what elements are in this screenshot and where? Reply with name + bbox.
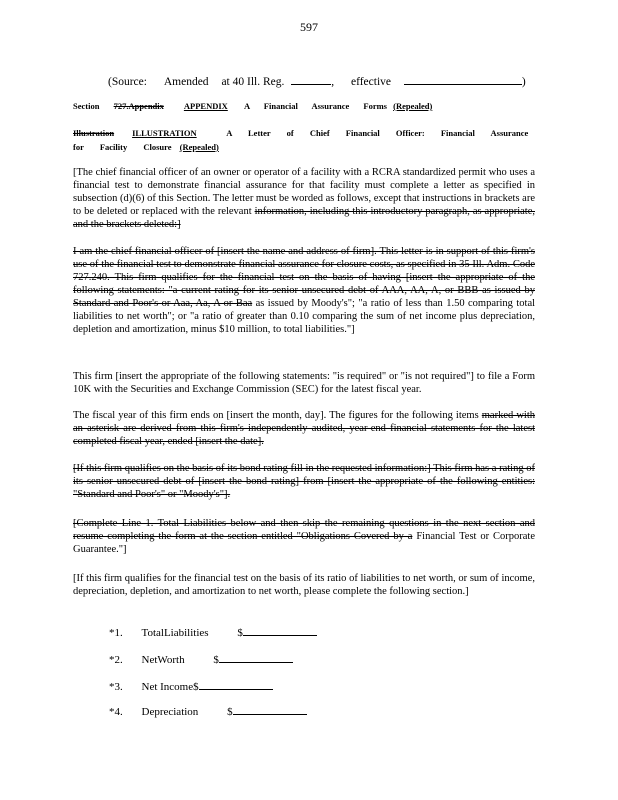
ratio-paragraph bbox=[73, 572, 535, 598]
net-income-field[interactable] bbox=[199, 679, 273, 690]
depreciation-field[interactable] bbox=[233, 704, 307, 715]
section-old-title: 727.Appendix bbox=[113, 101, 164, 111]
source-effective: effective bbox=[350, 76, 391, 88]
sec-filing-text: This firm [insert the appropriate of the following statements: "is required" or "is not required"] to file a Form 10K with the Securities and Exchange Commission (SEC) for the latest fiscal year. bbox=[73, 371, 535, 395]
dollar-sign: $ bbox=[237, 627, 243, 639]
illustration-line2 bbox=[73, 142, 238, 152]
source-register: at 40 Ill. Reg. bbox=[221, 76, 285, 88]
page-number: 597 bbox=[300, 20, 318, 34]
line-number: *2. bbox=[109, 654, 123, 666]
illustration-repealed: (Repealed) bbox=[179, 142, 219, 152]
line-item bbox=[109, 652, 293, 666]
line-item bbox=[109, 679, 273, 693]
register-blank[interactable] bbox=[291, 74, 331, 85]
letter-paragraph bbox=[73, 245, 535, 336]
source-amended: Amended bbox=[163, 76, 209, 88]
line-number: *1. bbox=[109, 627, 123, 639]
complete-paragraph bbox=[73, 517, 535, 556]
line-label: NetWorth bbox=[141, 654, 185, 666]
line-label: Net Income$ bbox=[141, 681, 199, 693]
fiscal-struck: marked with an asterisk are derived from this firm's independently audited, year-end financial statements for the latest completed fiscal year, ended [insert the date]. bbox=[73, 410, 536, 447]
line-item bbox=[109, 625, 317, 639]
section-repealed: (Repealed) bbox=[393, 101, 433, 111]
dollar-sign: $ bbox=[213, 654, 219, 666]
effective-blank[interactable] bbox=[404, 74, 522, 85]
fiscal-paragraph bbox=[73, 409, 535, 448]
source-open: (Source: bbox=[108, 76, 147, 88]
fiscal-text: The fiscal year of this firm ends on [insert the month, day]. The figures for the following items bbox=[73, 410, 479, 421]
line-label: TotalLiabilities bbox=[141, 627, 209, 639]
complete-struck: [Complete Line 1. Total Liabilities below and then skip the remaining questions in the next section and resume completing the form at the section entitled "Obligations Covered by a bbox=[73, 518, 535, 542]
intro-text: [The chief financial officer of an owner or operator of a facility with a RCRA standardized permit who uses a financial test to demonstrate financial assurance for that facility must complete a letter as specified in subsection (d)(6) of this Section. The letter must be worded as follows, except that instructions in brackets are to be deleted or replaced with the relevant bbox=[73, 167, 535, 217]
line-number: *4. bbox=[109, 706, 123, 718]
ratio-text: [If this firm qualifies for the financial test on the basis of its ratio of liabilities to net worth, or sum of income, depreciation, depletion, and amortization to net worth, please complete the following section.] bbox=[73, 573, 535, 597]
source-comma: , bbox=[331, 76, 335, 88]
illustration-old: Illustration bbox=[73, 128, 115, 138]
illustration-new: ILLUSTRATION bbox=[132, 128, 197, 138]
illustration-line2-text: for Facility Closure bbox=[73, 142, 172, 152]
complete-text: Financial Test or Corporate Guarantee."] bbox=[73, 531, 536, 555]
sec-filing-paragraph bbox=[73, 370, 535, 396]
source-line bbox=[108, 74, 526, 88]
net-worth-field[interactable] bbox=[219, 652, 293, 663]
bond-paragraph bbox=[73, 462, 535, 501]
source-close: ) bbox=[521, 76, 526, 88]
total-liabilities-field[interactable] bbox=[243, 625, 317, 636]
intro-struck: information, including this introductory paragraph, as appropriate, and the brackets deleted:] bbox=[73, 206, 535, 230]
illustration-heading bbox=[73, 128, 528, 138]
section-rest: A Financial Assurance Forms bbox=[244, 101, 387, 111]
dollar-sign: $ bbox=[227, 706, 233, 718]
line-number: *3. bbox=[109, 681, 123, 693]
letter-struck: I am the chief financial officer of [insert the name and address of firm]. This letter is in support of this firm's use of the financial test to demonstrate financial assurance for closure costs, as specified in 35 Ill. Adm. Code 727.240. This firm qualifies for the financial test on the basis of having [insert the appropriate of the following statements: "a current rating for its senior unsecured debt of AAA, AA, A, or BBB as issued by Standard and Poor's or Aaa, Aa, A or Baa bbox=[73, 246, 535, 309]
illustration-rest: A Letter of Chief Financial Officer: Financial Assurance bbox=[226, 128, 529, 138]
line-label: Depreciation bbox=[141, 706, 199, 718]
bond-struck: [If this firm qualifies on the basis of its bond rating fill in the requested information:] This firm has a rating of its senior unsecured debt of [insert the bond rating] from [insert the appropriate of the following entities: "Standard and Poor's" or "Moody's"]. bbox=[73, 463, 535, 500]
section-label: Section bbox=[73, 101, 100, 111]
intro-paragraph bbox=[73, 166, 535, 231]
letter-text: as issued by Moody's"; "a ratio of less than 1.50 comparing total liabilities to net worth"; or "a ratio of greater than 0.10 comparing the sum of net income plus depreciation, depletion and amortization, minus $10 million, to total liabilities."] bbox=[73, 298, 536, 335]
line-item bbox=[109, 704, 307, 718]
section-heading bbox=[73, 101, 453, 111]
section-new-title: APPENDIX bbox=[183, 101, 228, 111]
